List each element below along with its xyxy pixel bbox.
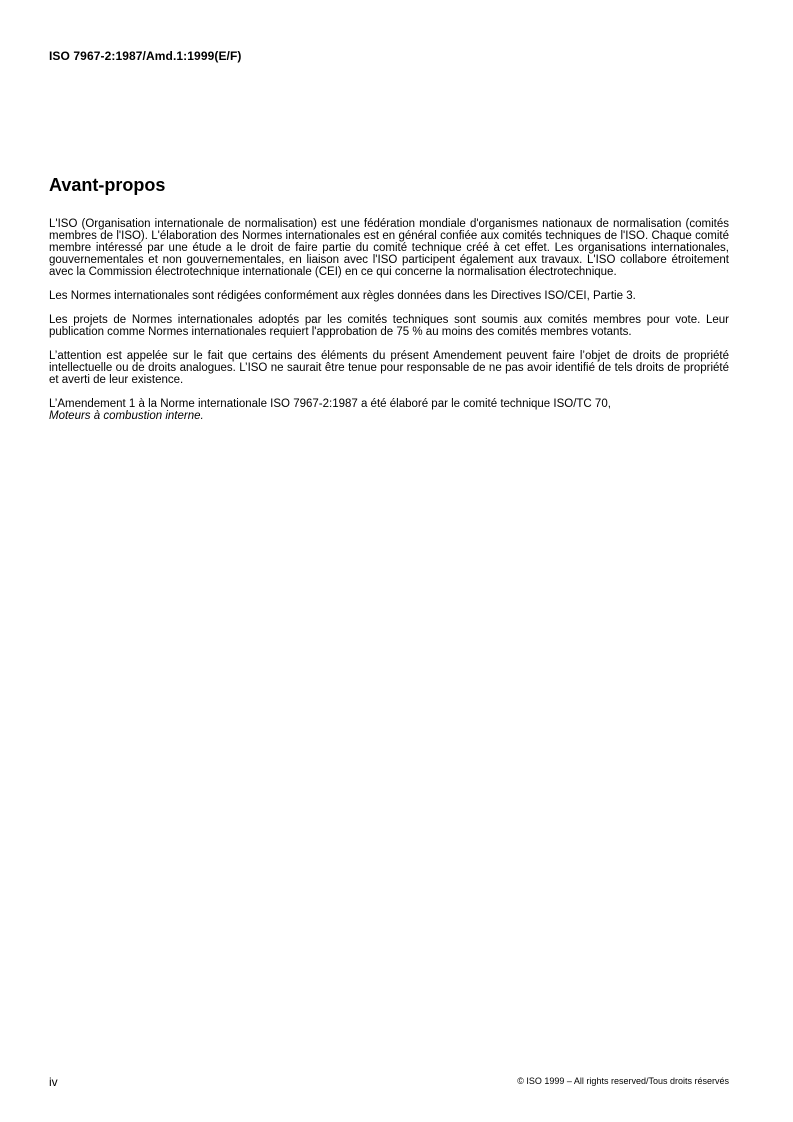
amendment-text: L’Amendement 1 à la Norme internationale ISO 7967-2:1987 a été élaboré par le comité technique ISO/TC 70, — [49, 398, 611, 410]
paragraph-patent-rights: L’attention est appelée sur le fait que certains des éléments du présent Amendement peuvent faire l’objet de droits de propriété intellectuelle ou de droits analogues. L’ISO ne saurait être tenue pour responsable de ne pas avoir identifié de tels droits de propriété et averti de leur existence. — [49, 350, 729, 386]
paragraph-voting: Les projets de Normes internationales adoptés par les comités techniques sont soumis aux comités membres pour vote. Leur publication comme Normes internationales requiert l'approbation de 75 % au moins des comités membres votants. — [49, 314, 729, 338]
paragraph-iso-intro: L'ISO (Organisation internationale de normalisation) est une fédération mondiale d'organismes nationaux de normalisation (comités membres de l'ISO). L'élaboration des Normes internationales est en général confiée aux comités techniques de l'ISO. Chaque comité membre intéressé par une étude a le droit de faire partie du comité technique créé à cet effet. Les organisations internationales, gouvernementales et non gouvernementales, en liaison avec l'ISO participent également aux travaux. L'ISO collabore étroitement avec la Commission électrotechnique internationale (CEI) en ce qui concerne la normalisation électrotechnique. — [49, 218, 729, 278]
copyright-notice: © ISO 1999 – All rights reserved/Tous droits réservés — [517, 1076, 729, 1086]
page-title: Avant-propos — [49, 175, 166, 195]
paragraph-directives: Les Normes internationales sont rédigées conformément aux règles données dans les Directives ISO/CEI, Partie 3. — [49, 290, 636, 302]
foreword-body — [49, 218, 729, 434]
committee-title: Moteurs à combustion interne. — [49, 410, 204, 422]
document-header-id: ISO 7967-2:1987/Amd.1:1999(E/F) — [49, 49, 242, 63]
paragraph-amendment — [49, 398, 729, 422]
page-number: iv — [49, 1075, 58, 1089]
